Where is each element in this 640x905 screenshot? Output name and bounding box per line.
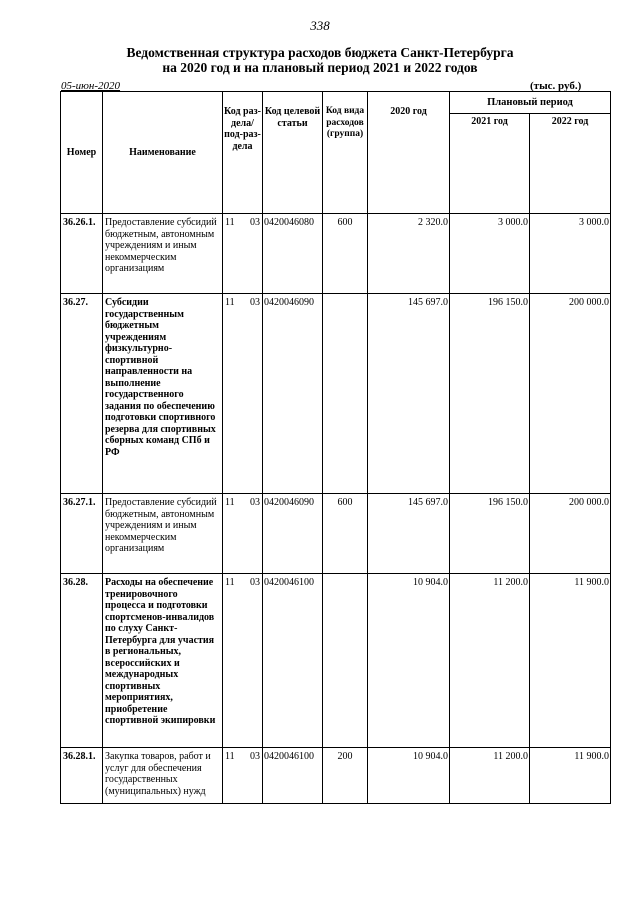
row-prz: 03 <box>250 297 260 308</box>
row-2020: 2 320.0 <box>368 214 450 294</box>
row-razdel <box>223 494 263 574</box>
row-rz: 11 <box>225 297 235 308</box>
header-2021: 2021 год <box>450 114 530 214</box>
row-name: Расходы на обеспечение тренировочного процесса и подготовки спортсменов-инвалидов по слуху Санкт-Петербурга для участия в региональных, всероссийских и международных спортивных мероприятиях, приобретение спортивной экипировки <box>103 574 223 748</box>
row-target-code: 0420046080 <box>263 214 323 294</box>
row-razdel <box>223 574 263 748</box>
table-row <box>61 494 611 574</box>
header-target-code: Код целевой статьи <box>263 92 323 214</box>
row-expense-type: 600 <box>323 494 368 574</box>
header-name: Наименование <box>103 92 223 214</box>
row-target-code: 0420046090 <box>263 494 323 574</box>
title-line-2: на 2020 год и на плановый период 2021 и 2022 годов <box>162 60 478 75</box>
row-rz: 11 <box>225 217 235 228</box>
header-number: Номер <box>61 92 103 214</box>
table-body <box>61 214 611 804</box>
header-2020: 2020 год <box>368 92 450 214</box>
row-target-code: 0420046100 <box>263 748 323 804</box>
table-row <box>61 748 611 804</box>
row-number: 36.27. <box>61 294 103 494</box>
row-target-code: 0420046090 <box>263 294 323 494</box>
row-rz: 11 <box>225 751 235 762</box>
row-expense-type: 200 <box>323 748 368 804</box>
row-number: 36.28. <box>61 574 103 748</box>
row-prz: 03 <box>250 577 260 588</box>
header-razdel: Код раз-дела/ под-раз-дела <box>223 92 263 214</box>
row-2022: 3 000.0 <box>530 214 611 294</box>
page-number: 338 <box>310 18 330 33</box>
row-name: Предоставление субсидий бюджетным, автономным учреждениям и иным некоммерческим организациям <box>103 214 223 294</box>
row-2021: 11 200.0 <box>450 748 530 804</box>
row-razdel <box>223 294 263 494</box>
row-2022: 11 900.0 <box>530 574 611 748</box>
table-row <box>61 574 611 748</box>
row-2022: 200 000.0 <box>530 494 611 574</box>
header-2022: 2022 год <box>530 114 611 214</box>
units-label: (тыс. руб.) <box>530 80 582 92</box>
row-2021: 3 000.0 <box>450 214 530 294</box>
header-plan-period: Плановый период <box>450 92 611 114</box>
budget-table <box>60 91 611 804</box>
row-expense-type <box>323 294 368 494</box>
row-2020: 10 904.0 <box>368 748 450 804</box>
row-number: 36.27.1. <box>61 494 103 574</box>
table-row <box>61 294 611 494</box>
row-razdel <box>223 214 263 294</box>
row-prz: 03 <box>250 497 260 508</box>
row-2020: 145 697.0 <box>368 294 450 494</box>
title-line-1: Ведомственная структура расходов бюджета Санкт-Петербурга <box>126 45 514 60</box>
row-target-code: 0420046100 <box>263 574 323 748</box>
document-date: 05-июн-2020 <box>61 80 121 92</box>
row-prz: 03 <box>250 751 260 762</box>
row-2020: 145 697.0 <box>368 494 450 574</box>
row-2021: 11 200.0 <box>450 574 530 748</box>
row-expense-type <box>323 574 368 748</box>
row-expense-type: 600 <box>323 214 368 294</box>
row-rz: 11 <box>225 577 235 588</box>
row-name: Субсидии государственным бюджетным учреждениям физкультурно-спортивной направленности на выполнение государственного задания по обеспечению подготовки спортивного резерва для спортивных сборных команд СПб и РФ <box>103 294 223 494</box>
row-name: Предоставление субсидий бюджетным, автономным учреждениям и иным некоммерческим организациям <box>103 494 223 574</box>
row-number: 36.28.1. <box>61 748 103 804</box>
row-number: 36.26.1. <box>61 214 103 294</box>
table-row <box>61 214 611 294</box>
document-title <box>40 45 600 75</box>
row-2022: 200 000.0 <box>530 294 611 494</box>
row-2022: 11 900.0 <box>530 748 611 804</box>
row-prz: 03 <box>250 217 260 228</box>
header-expense-type: Код вида расходов (группа) <box>323 92 368 214</box>
row-razdel <box>223 748 263 804</box>
row-2021: 196 150.0 <box>450 494 530 574</box>
row-2020: 10 904.0 <box>368 574 450 748</box>
row-rz: 11 <box>225 497 235 508</box>
row-2021: 196 150.0 <box>450 294 530 494</box>
row-name: Закупка товаров, работ и услуг для обеспечения государственных (муниципальных) нужд <box>103 748 223 804</box>
